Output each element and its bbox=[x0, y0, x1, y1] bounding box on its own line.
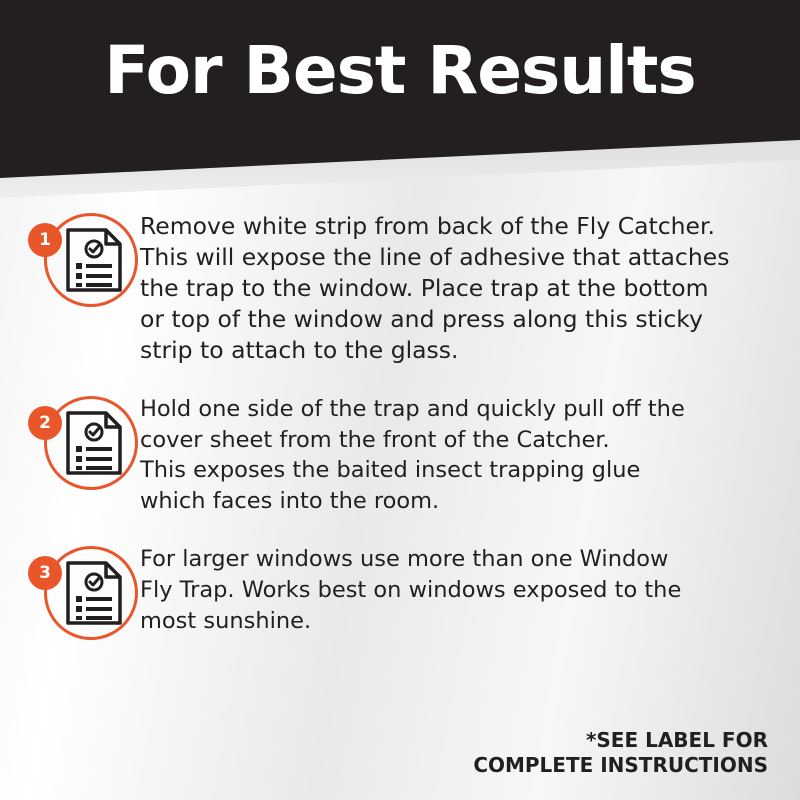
step-badge bbox=[28, 538, 140, 650]
step-text-line: This exposes the baited insect trapping glue bbox=[140, 457, 641, 484]
list-item bbox=[0, 538, 800, 650]
step-text bbox=[140, 388, 800, 516]
step-text-line: or top of the window and press along this sticky bbox=[140, 305, 703, 334]
step-number: 2 bbox=[28, 406, 62, 440]
step-text bbox=[140, 538, 800, 636]
document-checklist-icon bbox=[65, 410, 123, 481]
page-title: For Best Results bbox=[104, 31, 696, 109]
step-number: 3 bbox=[28, 556, 62, 590]
document-checklist-icon bbox=[65, 560, 123, 631]
step-text-line: This will expose the line of adhesive that attaches bbox=[140, 243, 730, 272]
footnote-line-2: COMPLETE INSTRUCTIONS bbox=[473, 753, 768, 777]
step-number: 1 bbox=[28, 223, 62, 257]
step-text-line: cover sheet from the front of the Catcher. bbox=[140, 426, 610, 453]
footnote bbox=[473, 728, 768, 778]
step-text-line: Remove white strip from back of the Fly Catcher. bbox=[140, 212, 715, 240]
step-text-line: the trap to the window. Place trap at the bottom bbox=[140, 274, 709, 303]
footnote-line-1: *SEE LABEL FOR bbox=[585, 728, 768, 752]
step-text-line: strip to attach to the glass. bbox=[140, 336, 459, 365]
steps-list bbox=[0, 205, 800, 672]
document-checklist-icon bbox=[65, 227, 123, 298]
step-text-line: For larger windows use more than one Window bbox=[140, 546, 669, 573]
list-item bbox=[0, 205, 800, 366]
step-text-line: Fly Trap. Works best on windows exposed to the bbox=[140, 577, 682, 604]
step-badge bbox=[28, 388, 140, 500]
step-text-line: most sunshine. bbox=[140, 607, 312, 634]
step-text-line: Hold one side of the trap and quickly pull off the bbox=[140, 396, 685, 423]
step-text-line: which faces into the room. bbox=[140, 487, 440, 514]
step-badge bbox=[28, 205, 140, 317]
list-item bbox=[0, 388, 800, 516]
step-text bbox=[140, 205, 800, 366]
